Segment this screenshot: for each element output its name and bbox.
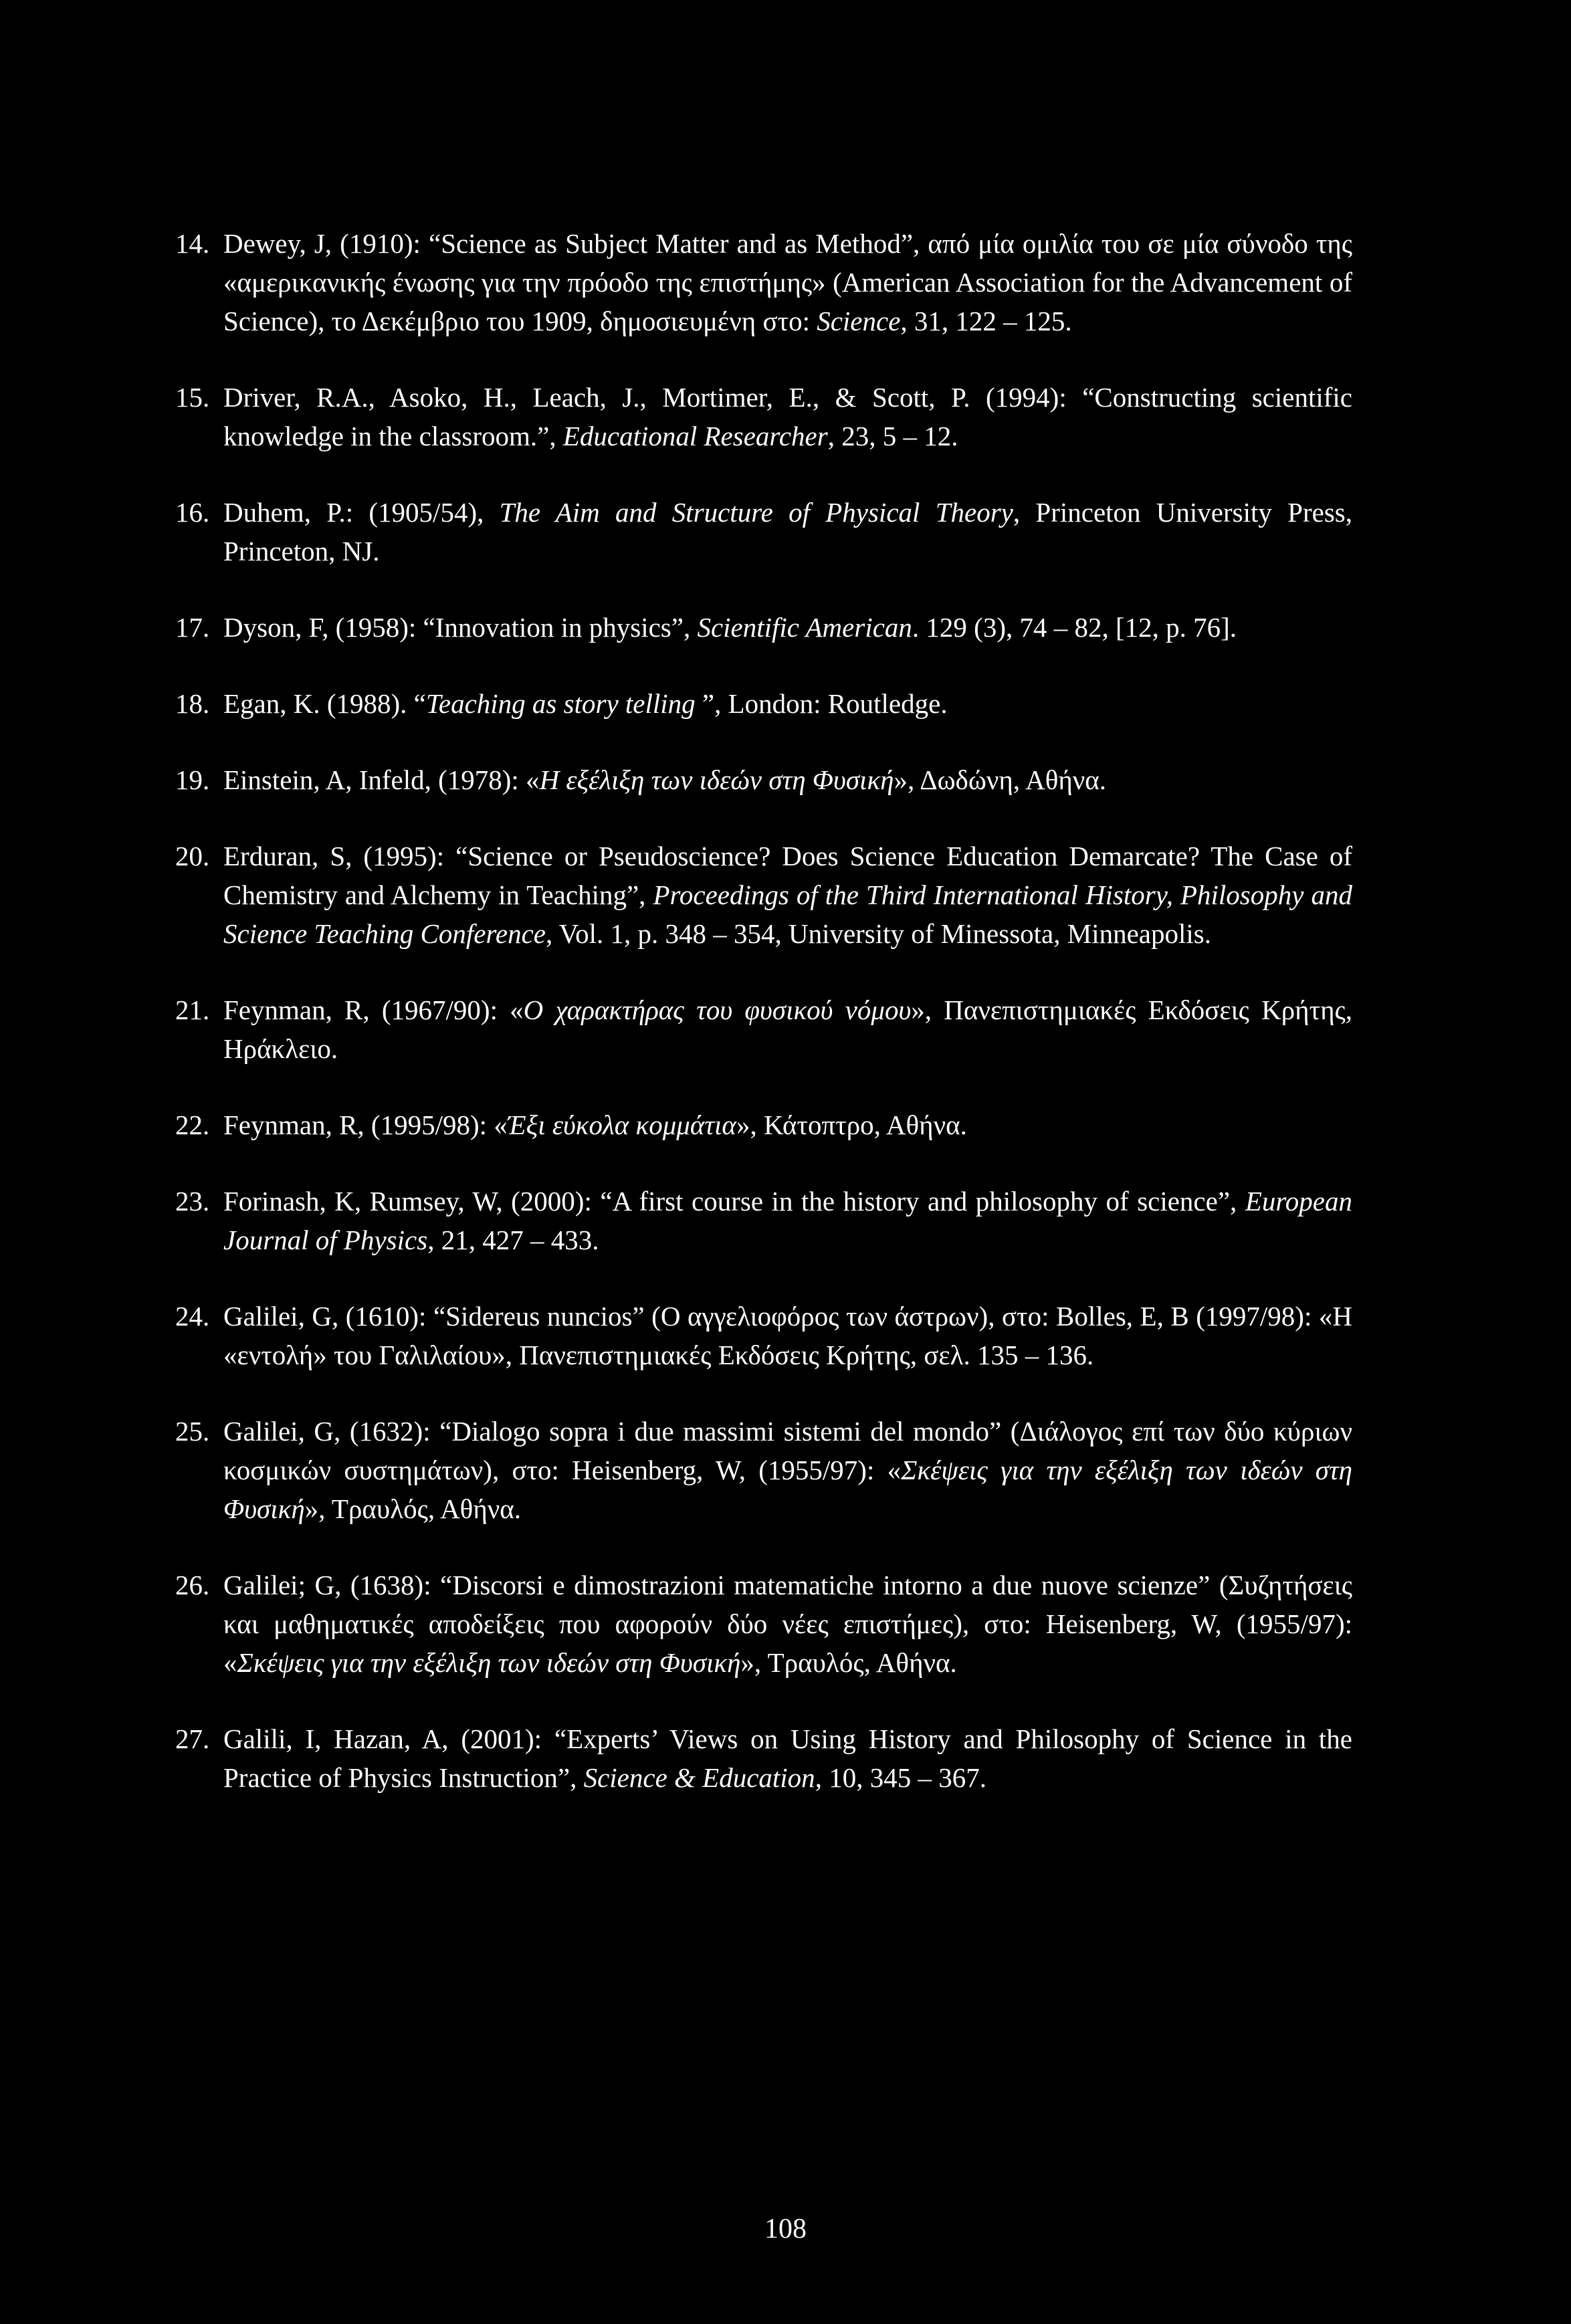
reference-text xyxy=(223,841,1352,949)
reference-text-segment: ”, London: Routledge. xyxy=(695,688,948,719)
reference-item xyxy=(175,760,1352,799)
reference-number: 21. xyxy=(175,994,210,1025)
reference-text-segment: », Δωδώνη, Αθήνα. xyxy=(894,764,1107,795)
reference-text-segment: Galilei, G, (1632): “Dialogo sopra i due massimi sistemi del mondo” (Διάλογος επί των δύο κύριων κοσμικών συστημάτων), στο: Heisenberg, W, (1955/97): « xyxy=(223,1416,1352,1485)
reference-number: 25. xyxy=(175,1416,210,1447)
reference-item xyxy=(175,608,1352,647)
reference-item xyxy=(175,493,1352,570)
reference-text-segment: », Κάτοπτρο, Αθήνα. xyxy=(736,1110,967,1140)
reference-text xyxy=(223,764,1106,795)
reference-title-italic: Scientific American xyxy=(697,612,912,643)
reference-number: 23. xyxy=(175,1186,210,1217)
reference-item xyxy=(175,1105,1352,1144)
reference-item xyxy=(175,1297,1352,1374)
reference-text-segment: Galilei; G, (1638): “Discorsi e dimostrazioni matematiche intorno a due nuove scienze” (Συζητήσεις και μαθηματικές αποδείξεις που αφορούν δύο νέες επιστήμες), στο: Heisenberg, W, (1955/97): « xyxy=(223,1570,1352,1678)
reference-text xyxy=(223,1186,1352,1255)
reference-text-segment: », Τραυλός, Αθήνα. xyxy=(304,1493,522,1524)
reference-title-italic: Σκέψεις για την εξέλιξη των ιδεών στη Φυσική xyxy=(223,1455,1352,1524)
reference-title-italic: Ο χαρακτήρας του φυσικού νόμου xyxy=(523,994,912,1025)
reference-number: 14. xyxy=(175,228,210,259)
reference-number: 17. xyxy=(175,612,210,643)
reference-text-segment: Galili, I, Hazan, A, (2001): “Experts’ Views on Using History and Philosophy of Science in the Practice of Physics Instruction”, xyxy=(223,1723,1352,1793)
reference-text-segment: Dyson, F, (1958): “Innovation in physics”, xyxy=(223,612,698,643)
reference-title-italic: Proceedings of the Third International History, Philosophy and Science Teaching Conference xyxy=(223,879,1352,949)
reference-text-segment: Feynman, R, (1967/90): « xyxy=(223,994,524,1025)
reference-number: 19. xyxy=(175,764,210,795)
reference-text xyxy=(223,994,1352,1064)
reference-text xyxy=(223,688,948,719)
reference-text-segment: Driver, R.A., Asoko, H., Leach, J., Mortimer, E., & Scott, P. (1994): “Constructing scientific knowledge in the classroom.”, xyxy=(223,382,1352,451)
reference-text xyxy=(223,1570,1352,1678)
reference-text xyxy=(223,382,1352,451)
reference-text-segment: , 23, 5 – 12. xyxy=(827,421,958,451)
reference-item xyxy=(175,378,1352,455)
reference-text-segment: , 21, 427 – 433. xyxy=(427,1225,599,1255)
reference-text-segment: , Princeton University Press, Princeton, NJ. xyxy=(223,497,1352,566)
reference-text-segment: Egan, K. (1988). “ xyxy=(223,688,426,719)
reference-item xyxy=(175,1182,1352,1259)
reference-item xyxy=(175,1412,1352,1528)
reference-text xyxy=(223,1416,1352,1524)
reference-text-segment: Erduran, S, (1995): “Science or Pseudoscience? Does Science Education Demarcate? The Case of Chemistry and Alchemy in Teaching”, xyxy=(223,841,1352,910)
reference-text xyxy=(223,497,1352,566)
reference-number: 18. xyxy=(175,688,210,719)
reference-text-segment: . 129 (3), 74 – 82, [12, p. 76]. xyxy=(912,612,1237,643)
reference-text-segment: », Πανεπιστημιακές Εκδόσεις Κρήτης, Ηράκλειο. xyxy=(223,994,1352,1064)
reference-number: 24. xyxy=(175,1301,210,1332)
reference-text xyxy=(223,1110,967,1140)
reference-title-italic: Science xyxy=(817,306,901,336)
reference-text-segment: , Vol. 1, p. 348 – 354, University of Minessota, Minneapolis. xyxy=(545,918,1211,949)
reference-title-italic: Έξι εύκολα κομμάτια xyxy=(507,1110,736,1140)
reference-text xyxy=(223,1301,1352,1370)
reference-number: 22. xyxy=(175,1110,210,1140)
reference-text-segment: Einstein, A, Infeld, (1978): « xyxy=(223,764,540,795)
reference-number: 26. xyxy=(175,1570,210,1600)
reference-text-segment: , 31, 122 – 125. xyxy=(900,306,1072,336)
reference-text-segment: Galilei, G, (1610): “Sidereus nuncios” (Ο αγγελιοφόρος των άστρων), στο: Bolles, E, B (1997/98): «Η «εντολή» του Γαλιλαίου», Πανεπιστημιακές Εκδόσεις Κρήτης, σελ. 135 – 136. xyxy=(223,1301,1352,1370)
reference-item xyxy=(175,684,1352,723)
reference-text-segment: Forinash, K, Rumsey, W, (2000): “A first course in the history and philosophy of science”, xyxy=(223,1186,1245,1217)
reference-item xyxy=(175,837,1352,953)
reference-number: 16. xyxy=(175,497,210,528)
reference-title-italic: Σκέψεις για την εξέλιξη των ιδεών στη Φυσική xyxy=(237,1647,741,1678)
reference-item xyxy=(175,1566,1352,1682)
reference-text-segment: Duhem, P.: (1905/54), xyxy=(223,497,500,528)
reference-title-italic: The Aim and Structure of Physical Theory xyxy=(499,497,1013,528)
reference-number: 27. xyxy=(175,1723,210,1754)
reference-text xyxy=(223,1723,1352,1793)
reference-text xyxy=(223,228,1352,336)
reference-title-italic: Teaching as story telling xyxy=(425,688,696,719)
reference-number: 20. xyxy=(175,841,210,871)
reference-title-italic: Η εξέλιξη των ιδεών στη Φυσική xyxy=(539,764,894,795)
reference-text xyxy=(223,612,1237,643)
reference-text-segment: Dewey, J, (1910): “Science as Subject Matter and as Method”, από μία ομιλία του σε μία σύνοδο της «αμερικανικής ένωσης για την πρόοδο της επιστήμης» (American Association for the Advancement of Science), το Δεκέμβριο του 1909, δημοσιευμένη στο: xyxy=(223,228,1352,336)
reference-item xyxy=(175,1719,1352,1797)
reference-title-italic: Science & Education xyxy=(583,1762,815,1793)
reference-list xyxy=(175,224,1352,1834)
reference-item xyxy=(175,990,1352,1068)
reference-text-segment: , 10, 345 – 367. xyxy=(815,1762,986,1793)
reference-number: 15. xyxy=(175,382,210,413)
reference-title-italic: Educational Researcher xyxy=(562,421,828,451)
reference-text-segment: », Τραυλός, Αθήνα. xyxy=(740,1647,957,1678)
page-number: 108 xyxy=(764,2214,807,2244)
reference-item xyxy=(175,224,1352,340)
reference-text-segment: Feynman, R, (1995/98): « xyxy=(223,1110,508,1140)
reference-title-italic: European Journal of Physics xyxy=(223,1186,1352,1255)
